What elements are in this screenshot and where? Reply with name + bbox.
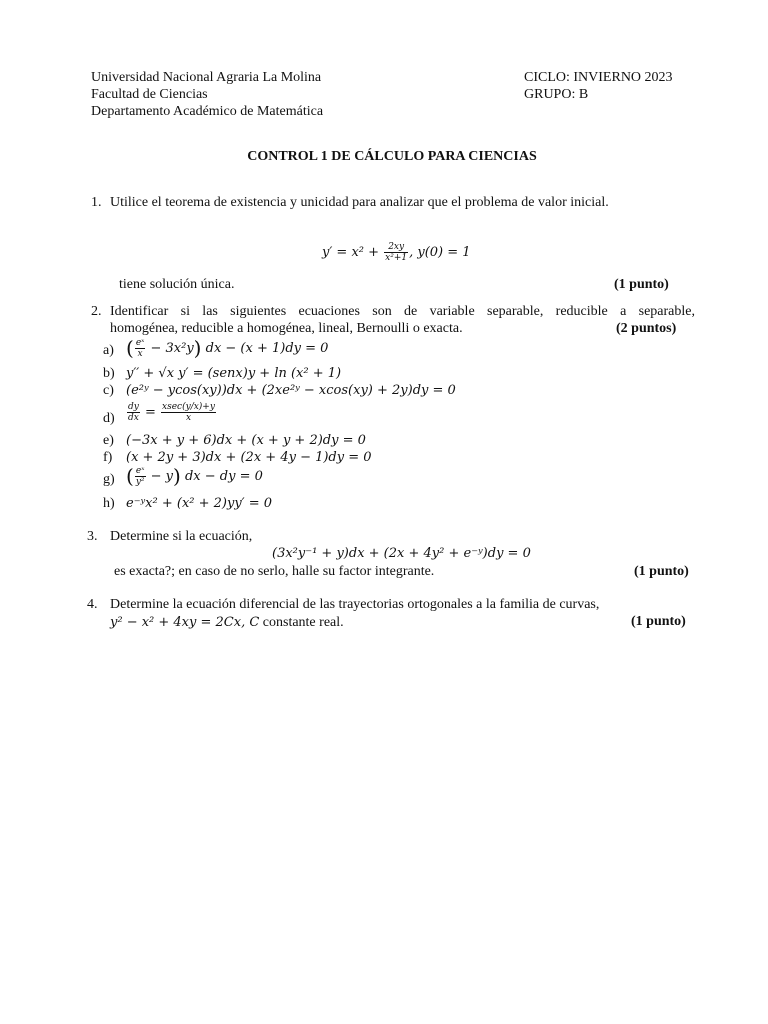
q2-item-label: h)	[103, 496, 115, 511]
q4-equation: y² − x² + 4xy = 2Cx, C	[110, 615, 260, 630]
expr-part: − y	[146, 469, 174, 484]
q2-text-line2: homogénea, reducible a homogénea, lineal, Bernoulli o exacta.	[110, 321, 463, 336]
frac-den: y²	[135, 477, 145, 487]
q2-item-d-expr	[126, 402, 217, 423]
q3-equation: (3x²y⁻¹ + y)dx + (2x + 4y² + e⁻ʸ)dy = 0	[272, 546, 531, 561]
header-cycle: CICLO: INVIERNO 2023	[524, 70, 673, 85]
q2-item-label: c)	[103, 383, 114, 398]
q3-number: 3.	[87, 529, 98, 544]
q2-text-line1: Identificar si las siguientes ecuaciones son de variable separable, reducible a separable,	[110, 304, 695, 319]
q2-item-g-expr	[126, 466, 263, 487]
close-paren: )	[193, 336, 202, 360]
q2-item-a-expr	[126, 338, 328, 359]
expr-tail: dx − (x + 1)dy = 0	[201, 341, 329, 356]
q1-points: (1 punto)	[614, 277, 669, 292]
fraction	[135, 338, 146, 359]
frac-num: eˣ	[135, 338, 145, 348]
q4-tail: constante real.	[259, 615, 344, 630]
q1-frac-den: x²+1	[385, 253, 408, 263]
fraction	[127, 402, 140, 423]
q2-item-label: f)	[103, 450, 113, 465]
q2-item-b-expr: y′′ + √x y′ = (senx)y + ln (x² + 1)	[126, 366, 342, 381]
q1-eq-rhs: , y(0) = 1	[409, 245, 471, 260]
header-university: Universidad Nacional Agraria La Molina	[91, 70, 322, 85]
q2-points: (2 puntos)	[616, 321, 677, 336]
frac-den: dx	[128, 413, 139, 423]
header-department: Departamento Académico de Matemática	[91, 104, 324, 119]
q2-item-e-expr: (−3x + y + 6)dx + (x + y + 2)dy = 0	[126, 433, 366, 448]
q2-item-label: b)	[103, 366, 115, 381]
q1-eq-lhs: y′ = x² +	[322, 245, 384, 260]
q1-number: 1.	[91, 195, 102, 210]
q3-points: (1 punto)	[634, 564, 689, 579]
q4-text: Determine la ecuación diferencial de las trayectorias ortogonales a la familia de curvas,	[110, 597, 600, 612]
q2-number: 2.	[91, 304, 102, 319]
q1-text: Utilice el teorema de existencia y unicidad para analizar que el problema de valor inicial.	[110, 195, 609, 210]
q1-eq-fraction	[384, 242, 408, 263]
frac-num: eˣ	[135, 466, 145, 476]
equals-sign: =	[140, 405, 161, 420]
q3-tail: es exacta?; en caso de no serlo, halle su factor integrante.	[114, 564, 435, 579]
page-title: CONTROL 1 DE CÁLCULO PARA CIENCIAS	[247, 149, 537, 164]
frac-num: dy	[128, 402, 139, 412]
frac-den: x	[137, 349, 143, 359]
q2-item-label: a)	[103, 343, 114, 358]
expr-tail: dx − dy = 0	[180, 469, 263, 484]
close-paren: )	[173, 464, 181, 488]
q1-equation	[322, 242, 471, 263]
frac-num: xsec(y/x)+y	[162, 402, 215, 412]
q4-points: (1 punto)	[631, 614, 686, 629]
fraction	[161, 402, 216, 423]
q2-item-c-expr: (e²ʸ − ycos(xy))dx + (2xe²ʸ − xcos(xy) + 2y)dy = 0	[126, 383, 456, 398]
q2-item-label: d)	[103, 411, 115, 426]
q3-text: Determine si la ecuación,	[110, 529, 253, 544]
q2-item-h-expr: e⁻ʸx² + (x² + 2)yy′ = 0	[126, 496, 273, 511]
q2-item-label: e)	[103, 433, 114, 448]
frac-den: x	[185, 413, 192, 423]
open-paren: (	[126, 336, 134, 360]
open-paren: (	[126, 464, 134, 488]
q1-frac-num: 2xy	[384, 242, 408, 253]
q2-item-label: g)	[103, 472, 115, 487]
header-group: GRUPO: B	[524, 87, 589, 102]
q4-equation-line	[110, 613, 344, 631]
q1-tail: tiene solución única.	[119, 277, 235, 292]
q2-item-f-expr: (x + 2y + 3)dx + (2x + 4y − 1)dy = 0	[126, 450, 372, 465]
fraction	[135, 466, 146, 487]
header-faculty: Facultad de Ciencias	[91, 87, 208, 102]
expr-part: − 3x²y	[146, 341, 194, 356]
q4-number: 4.	[87, 597, 98, 612]
